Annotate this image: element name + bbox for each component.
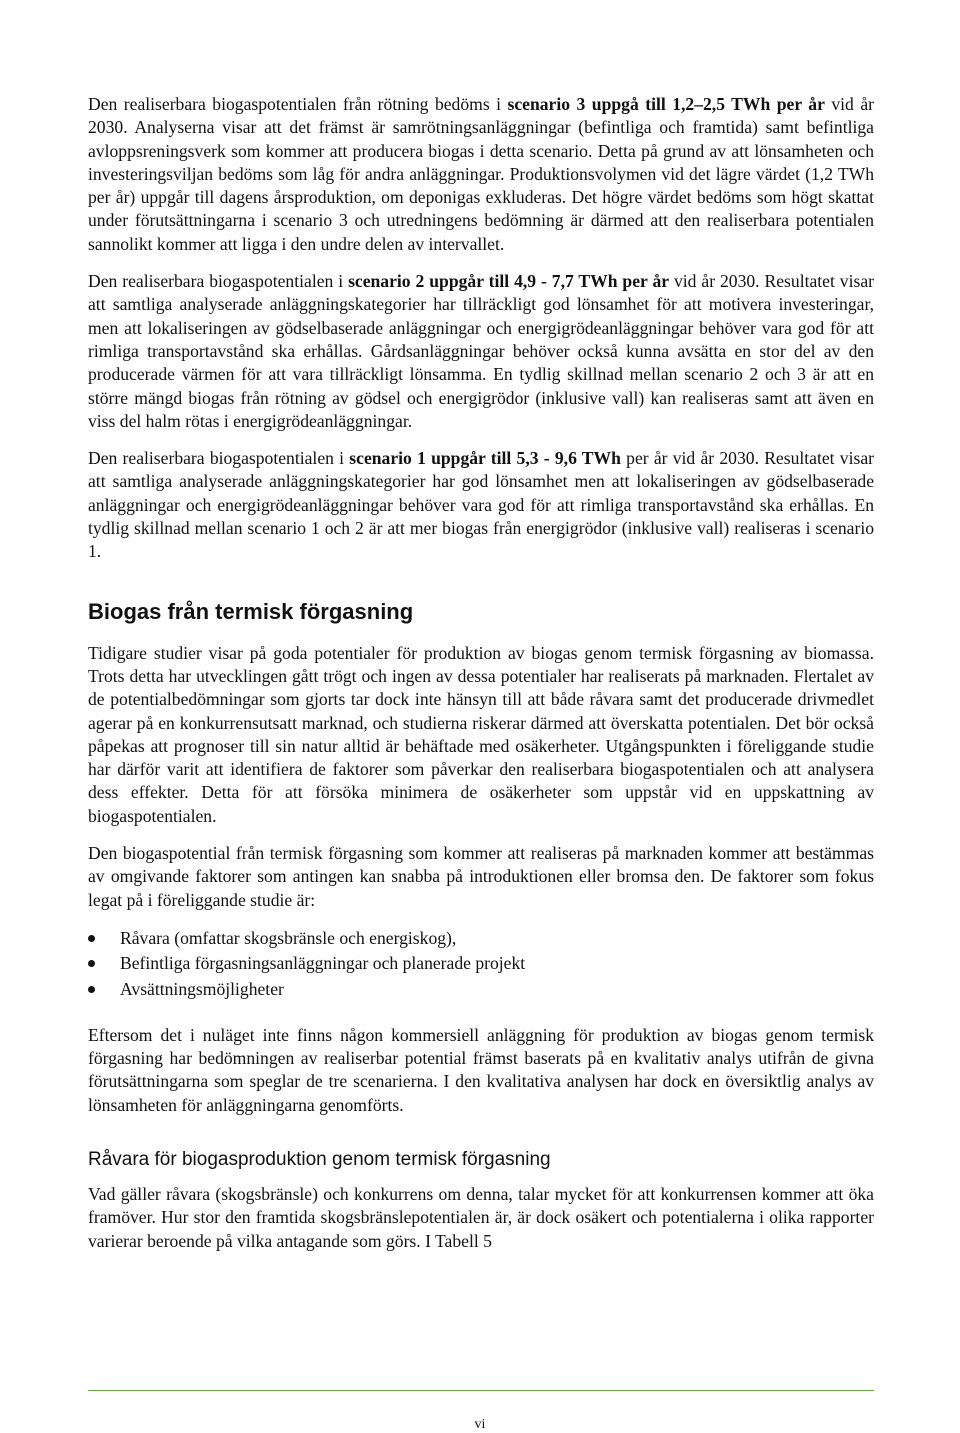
paragraph-emphasis: scenario 3 uppgå till 1,2–2,5 TWh per år [507, 94, 825, 114]
factor-list [88, 926, 874, 1002]
list-item-text: Avsättningsmöjligheter [120, 978, 284, 999]
list-item [88, 951, 874, 976]
paragraph-ravara: Vad gäller råvara (skogsbränsle) och konkurrens om denna, talar mycket för att konkurrensen kommer att öka framöver. Hur stor den framtida skogsbränslepotentialen är, är dock osäkert och potentialerna i olika rapporter varierar beroende på vilka antagande som görs. I Tabell 5 [88, 1183, 874, 1251]
footer-rule [88, 1390, 874, 1391]
bullet-icon [88, 935, 95, 942]
paragraph-text: per år vid år 2030. Resultatet visar att samtliga analyserade anläggningskategorier har god lönsamhet men att lokaliseringen av gödselbaserade anläggningar och energigrödeanläggningar behöver vara god för att rimliga transportavstånd ska erhållas. En tydlig skillnad mellan scenario 1 och 2 är att mer biogas från energigrödor (inklusive vall) realiseras i scenario 1. [88, 448, 874, 562]
page-number: vi [474, 1417, 486, 1432]
paragraph-text: Den realiserbara biogaspotentialen från rötning bedöms i [88, 94, 508, 114]
paragraph-scenario-3 [88, 93, 874, 256]
bullet-icon [88, 986, 95, 993]
paragraph-scenario-1 [88, 447, 874, 563]
list-item-text: Råvara (omfattar skogsbränsle och energiskog), [120, 927, 457, 948]
paragraph-text: Den realiserbara biogaspotentialen i [88, 271, 349, 292]
paragraph-emphasis: scenario 2 uppgår till 4,9 - 7,7 TWh per år [348, 271, 670, 292]
paragraph-text: Den realiserbara biogaspotentialen i [88, 448, 350, 469]
paragraph-scenario-2 [88, 270, 874, 433]
paragraph-tidigare-studier: Tidigare studier visar på goda potentialer för produktion av biogas genom termisk förgasning av biomassa. Trots detta har utvecklingen gått trögt och ingen av dessa potentialer har realiserats på marknaden. Flertalet av de potentialbedömningar som gjorts tar dock inte hänsyn till att både råvara samt det producerade drivmedlet agerar på en konkurrensutsatt marknad, och studierna riskerar därmed att överskatta potentialen. Det bör också påpekas att prognoser till sin natur alltid är behäftade med osäkerheter. Utgångspunkten i föreliggande studie har därför varit att identifiera de faktorer som påverkar den realiserbara biogaspotentialen och att analysera dess effekter. Detta för att försöka minimera de osäkerheter som uppstår vid en uppskattning av biogaspotentialen. [88, 642, 874, 826]
paragraph-text: vid år 2030. Analyserna visar att det främst är samrötningsanläggningar (befintliga och framtida) samt befintliga avloppsreningsverk som kommer att producera biogas i detta scenario. Detta på grund av att lönsamheten och investeringsviljan bedöms som låg för andra anläggningar. Produktionsvolymen vid det lägre värdet (1,2 TWh per år) uppgår till dagens årsproduktion, om deponigas exkluderas. Det högre värdet bedöms som högt skattat under förutsättningarna i scenario 3 och utredningens bedömning är därmed att den realiserbara potentialen sannolikt kommer att ligga i den undre delen av intervallet. [88, 94, 874, 254]
section-heading-termisk-forgasning: Biogas från termisk förgasning [88, 598, 414, 624]
list-item [88, 926, 874, 951]
list-item [88, 977, 874, 1002]
list-item-text: Befintliga förgasningsanläggningar och planerade projekt [120, 953, 526, 974]
paragraph-biogaspotential-faktorer: Den biogaspotential från termisk förgasning som kommer att realiseras på marknaden kommer att bestämmas av omgivande faktorer som antingen kan snabba på introduktionen eller bromsa den. De faktorer som fokus legat på i föreliggande studie är: [88, 843, 874, 910]
page-content [88, 93, 874, 1253]
subsection-heading-ravara: Råvara för biogasproduktion genom termisk förgasning [88, 1148, 551, 1170]
paragraph-kvalitativ-analys: Eftersom det i nuläget inte finns någon kommersiell anläggning för produktion av biogas genom termisk förgasning har bedömningen av realiserbar potential främst baserats på en kvalitativ analys utifrån de givna förutsättningarna som speglar de tre scenarierna. I den kvalitativa analysen har dock en översiktlig analys av lönsamheten för anläggningarna genomförts. [88, 1024, 874, 1115]
bullet-icon [88, 960, 95, 967]
paragraph-text: vid år 2030. Resultatet visar att samtliga analyserade anläggningskategorier har tillräckligt god lönsamhet för att motivera investeringar, men att lokaliseringen av gödselbaserade anläggningar och energigrödeanläggningar behöver vara god för att rimliga transportavstånd ska erhållas. Gårdsanläggningar behöver också kunna avsätta en stor del av den producerade värmen för att vara tillräckligt lönsamma. En tydlig skillnad mellan scenario 2 och 3 är att en större mängd biogas från rötning av gödsel och energigrödor (inklusive vall) kan realiseras samt att även en viss del halm rötas i energigrödeanläggningar. [88, 271, 874, 431]
paragraph-emphasis: scenario 1 uppgår till 5,3 - 9,6 TWh [349, 448, 621, 469]
